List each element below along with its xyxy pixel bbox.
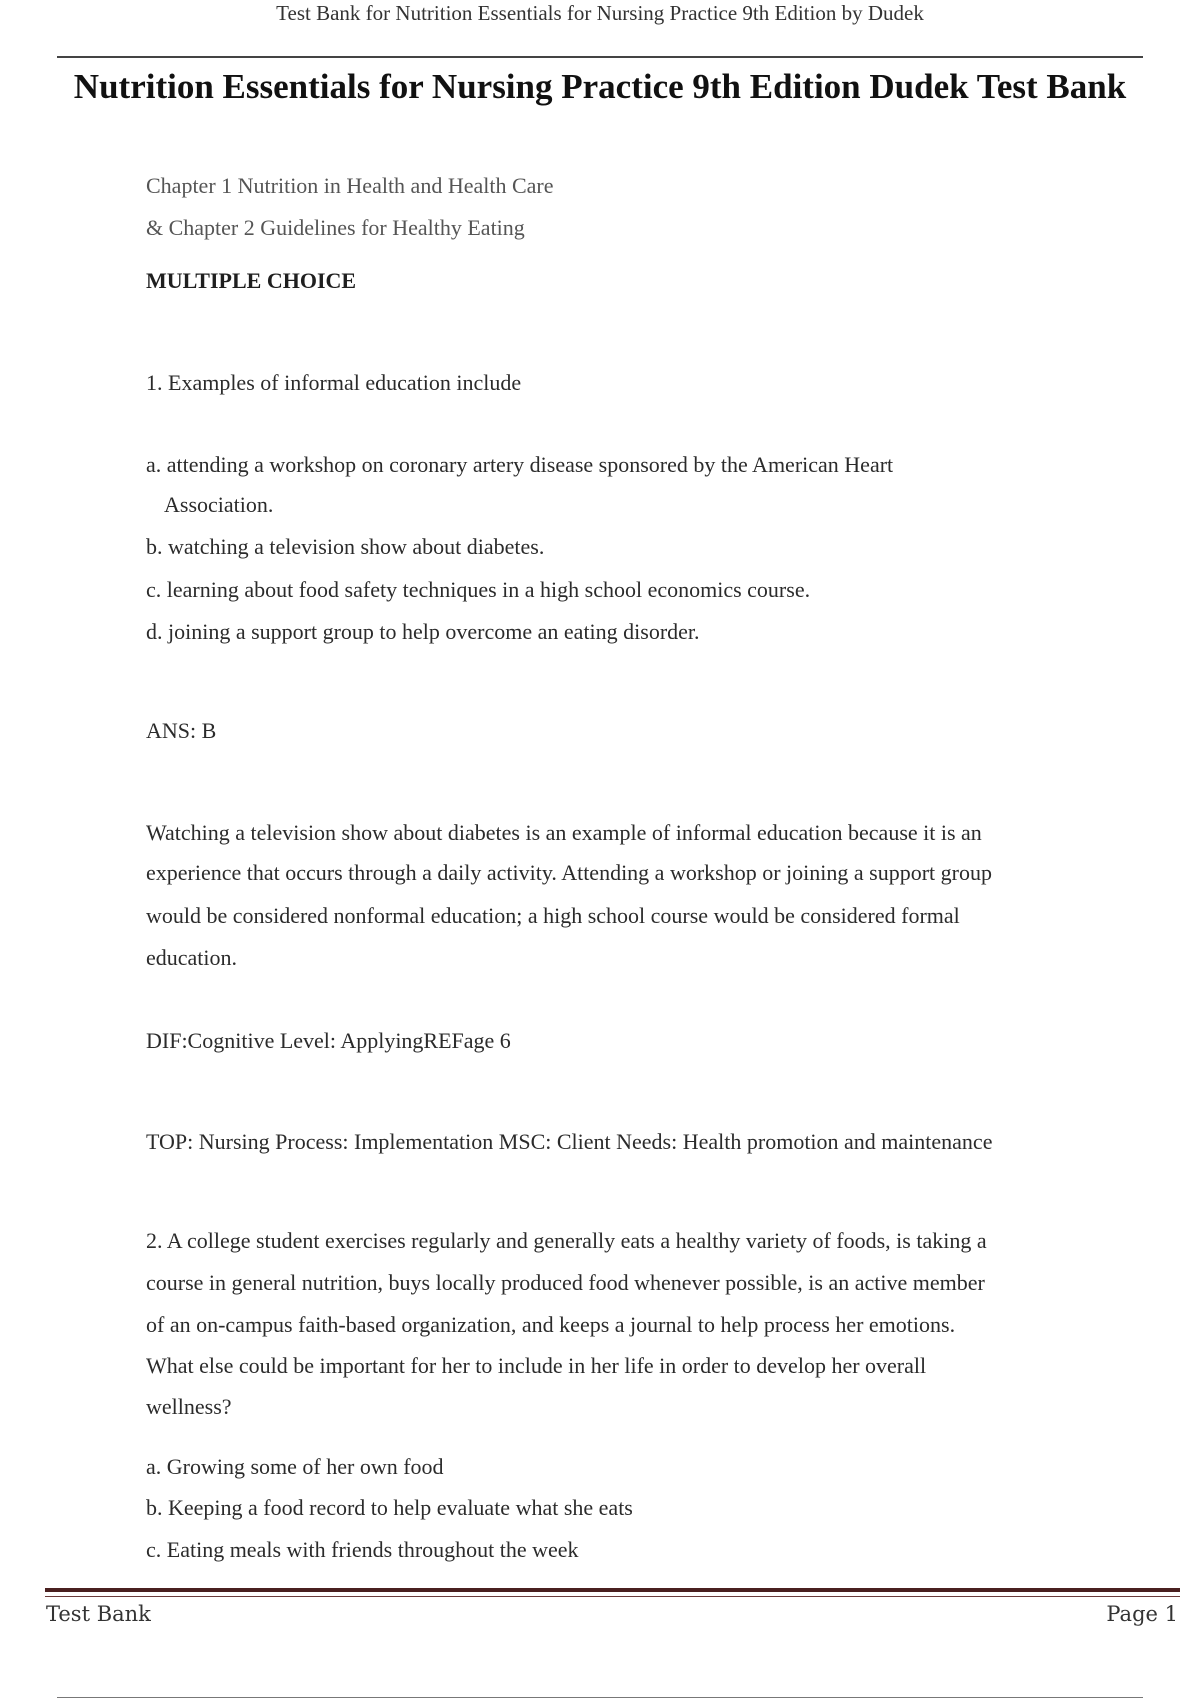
section-title: MULTIPLE CHOICE xyxy=(146,268,357,293)
question-1-option-a-continued: Association. xyxy=(164,492,274,517)
question-2-stem-line-2: course in general nutrition, buys locally produced food whenever possible, is an active member xyxy=(146,1270,985,1295)
question-2-option-b: b. Keeping a food record to help evaluate what she eats xyxy=(146,1495,633,1520)
question-1-option-b: b. watching a television show about diabetes. xyxy=(146,534,545,559)
question-1-rationale-line-1: Watching a television show about diabetes is an example of informal education because it is an xyxy=(146,820,982,845)
running-header: Test Bank for Nutrition Essentials for Nursing Practice 9th Edition by Dudek xyxy=(276,1,924,25)
question-2-stem-line-4: What else could be important for her to include in her life in order to develop her overall xyxy=(146,1353,927,1378)
question-1-topic: TOP: Nursing Process: Implementation MSC: Client Needs: Health promotion and maintenance xyxy=(146,1129,993,1154)
question-2-option-a: a. Growing some of her own food xyxy=(146,1454,444,1479)
question-1-rationale-line-3: would be considered nonformal education; a high school course would be considered formal xyxy=(146,903,960,928)
header-rule xyxy=(57,56,1143,58)
document-title: Nutrition Essentials for Nursing Practice 9th Edition Dudek Test Bank xyxy=(73,67,1127,106)
question-1-answer: ANS: B xyxy=(146,718,217,743)
question-1-option-c: c. learning about food safety techniques in a high school economics course. xyxy=(146,577,811,602)
question-1-stem: 1. Examples of informal education include xyxy=(146,370,522,395)
question-1-difficulty: DIF:Cognitive Level: ApplyingREFage 6 xyxy=(146,1028,511,1053)
question-2-stem-line-3: of an on-campus faith-based organization, and keeps a journal to help process her emotions. xyxy=(146,1312,956,1337)
footer-rule xyxy=(45,1588,1180,1592)
footer-label: Test Bank xyxy=(46,1602,151,1626)
question-2-option-c: c. Eating meals with friends throughout the week xyxy=(146,1537,579,1562)
question-1-option-a: a. attending a workshop on coronary artery disease sponsored by the American Heart xyxy=(146,452,894,477)
page-number: Page 1 xyxy=(1106,1602,1178,1626)
question-1-rationale-line-2: experience that occurs through a daily activity. Attending a workshop or joining a support group xyxy=(146,860,992,885)
question-1-option-d: d. joining a support group to help overcome an eating disorder. xyxy=(146,619,700,644)
question-1-rationale-line-4: education. xyxy=(146,945,238,970)
footer-rule-thin xyxy=(45,1596,1180,1597)
question-2-stem-line-5: wellness? xyxy=(146,1394,232,1419)
question-2-stem-line-1: 2. A college student exercises regularly and generally eats a healthy variety of foods, is taking a xyxy=(146,1228,987,1253)
bottom-rule xyxy=(57,1697,1143,1698)
chapter-line-2: & Chapter 2 Guidelines for Healthy Eating xyxy=(146,215,525,240)
chapter-line-1: Chapter 1 Nutrition in Health and Health Care xyxy=(146,173,554,198)
